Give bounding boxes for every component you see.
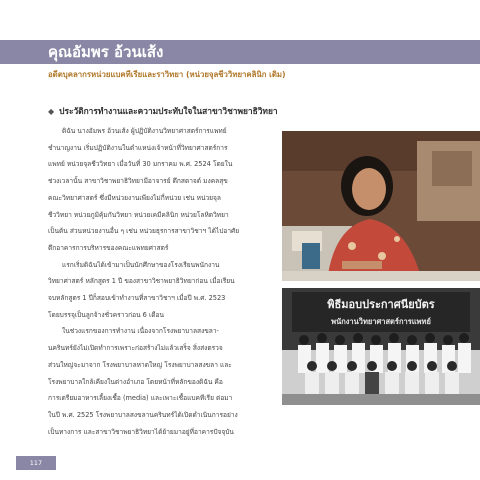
page-title: คุณอัมพร อ้วนเส้ง [48,43,164,61]
body-line: จบหลักสูตร 1 ปีก็สอบเข้าทำงานที่สาขาวิชาฯ เมื่อปี พ.ศ. 2523 [48,294,226,303]
body-line: แพทย์ หน่วยจุลชีววิทยา เมื่อวันที่ 30 มกราคม พ.ศ. 2524 โดยใน [48,160,233,169]
body-line: ส่วนใหญ่จะมาจาก โรงพยาบาลหาดใหญ่ โรงพยาบาลสงขลา และ [48,360,232,369]
photo-woman-at-desk [282,131,480,281]
body-line: การเตรียมอาหารเลี้ยงเชื้อ (media) และเพาะเชื้อแบคทีเรีย ต่อมา [48,394,233,403]
diamond-bullet-icon: ◆ [48,107,55,116]
body-line: คณะวิทยาศาสตร์ ซึ่งมีหน่วยงานเพียงไม่กี่หน่วย เช่น หน่วยจุล [48,193,221,202]
body-text [48,123,275,440]
page-number: 117 [16,456,56,470]
body-line: เป็นต้น ส่วนหน่วยงานอื่น ๆ เช่น หน่วยธุรการสาขาวิชาฯ ได้ไปอาศัย [48,227,240,236]
banner-line-1: พิธีมอบประกาศนียบัตร [327,298,435,311]
section-heading [48,104,278,118]
body-line: ช่วงเวลานั้น สาขาวิชาพยาธิวิทยามีอาจารย์ ดึกสดาจด์ มงคลสุข [48,177,228,186]
body-line: ตึกอาคารการบริหารของคณะแพทยศาสตร์ [48,243,169,252]
body-line: ในช่วงแรกของการทำงาน เนื่องจากโรงพยาบาลสงขลา- [62,327,219,336]
photo-group-ceremony [282,288,480,405]
banner-line-2: พนักงานวิทยาศาสตร์การแพทย์ [331,317,431,326]
body-line: ในปี พ.ศ. 2525 โรงพยาบาลสงขลานครินทร์ได้เปิดดำเนินการอย่าง [48,410,238,419]
body-line: แรกเริ่มดิฉันได้เข้ามาเป็นนักศึกษาของโรงเรียนพนักงาน [62,260,220,269]
body-line: นครินทร์ยังไม่เปิดทำการเพราะก่อสร้างไม่แล้วเสร็จ สิ่งส่งตรวจ [48,344,223,353]
body-line: ชีววิทยา หน่วยภูมิคุ้มกันวิทยา หน่วยเคมีคลินิก หน่วยโลหิตวิทยา [48,210,229,219]
body-line: ดิฉัน นางอัมพร อ้วนเส้ง ผู้ปฏิบัติงานวิทยาศาสตร์การแพทย์ [62,127,227,135]
body-line: โรงพยาบาลใกล้เคียงในต่างอำเภอ โดยหน้าที่หลักของดิฉัน คือ [48,377,223,386]
body-line: เป็นทางการ และสาขาวิชาพยาธิวิทยาได้ย้ายมาอยู่ที่อาคารปัจจุบัน [48,427,234,436]
section-heading-text: ประวัติการทำงานและความประทับใจในสาขาวิชาพยาธิวิทยา [59,106,278,116]
body-line: ชำนาญงาน เริ่มปฏิบัติงานในตำแหน่งเจ้าหน้าที่วิทยาศาสตร์การ [48,143,228,152]
page-subtitle: อดีตบุคลากรหน่วยแบคทีเรียและราวิทยา (หน่วยจุลชีววิทยาคลินิก เดิม) [48,70,286,79]
body-line: วิทยาศาสตร์ หลักสูตร 1 ปี ของสาขาวิชาพยาธิวิทยาก่อน เมื่อเรียน [48,277,235,286]
body-line: โดยบรรจุเป็นลูกจ้างชั่วคราวก่อน 6 เดือน [48,310,164,319]
